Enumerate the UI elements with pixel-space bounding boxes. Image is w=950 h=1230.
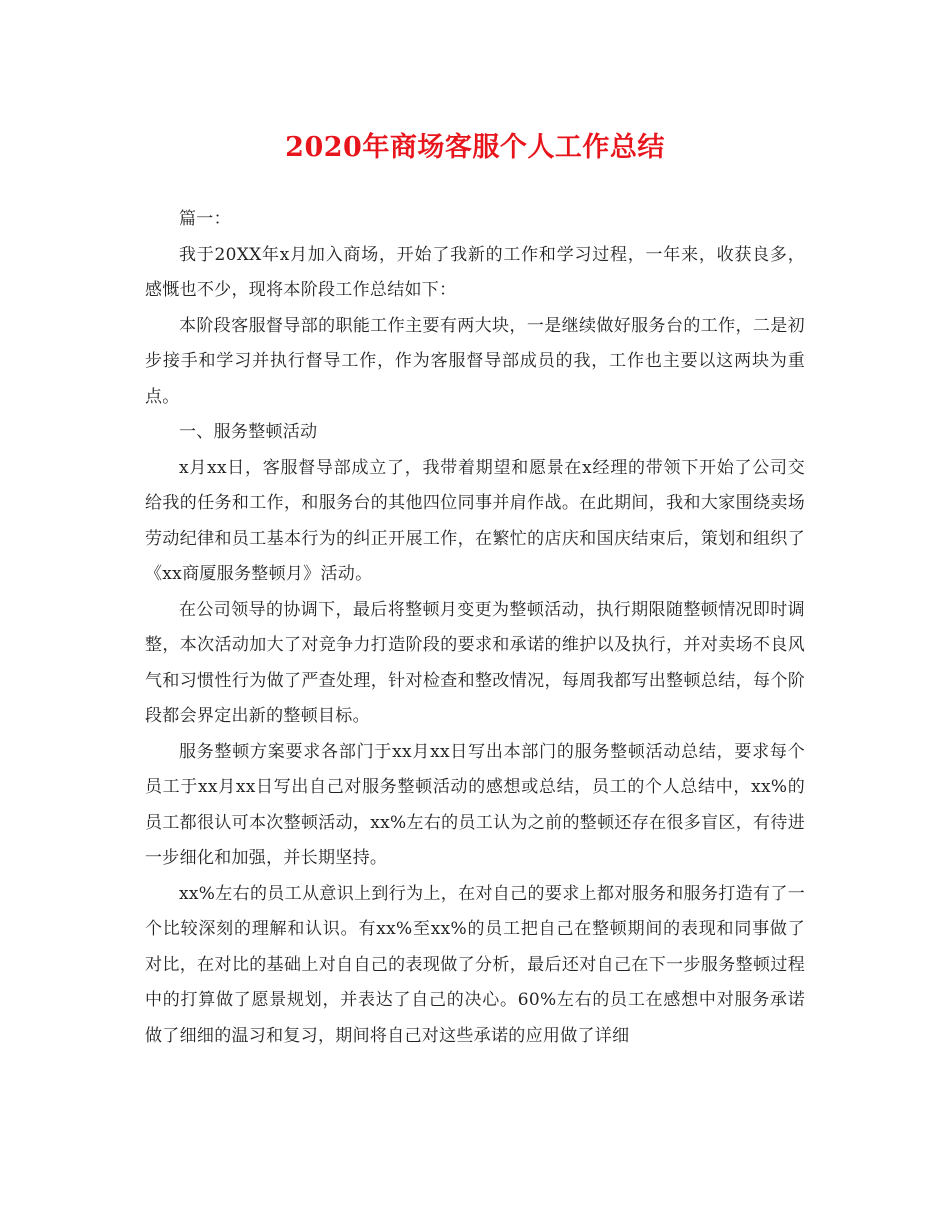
paragraph: x月xx日，客服督导部成立了，我带着期望和愿景在x经理的带领下开始了公司交给我的任务和工作，和服务台的其他四位同事并肩作战。在此期间，我和大家围绕卖场劳动纪律和员工基本行为的纠正开展工作，在繁忙的店庆和国庆结束后，策划和组织了《xx商厦服务整顿月》活动。 bbox=[145, 457, 805, 584]
paragraph: 在公司领导的协调下，最后将整顿月变更为整顿活动，执行期限随整顿情况即时调整，本次活动加大了对竞争力打造阶段的要求和承诺的维护以及执行，并对卖场不良风气和习惯性行为做了严查处理，针对检查和整改情况，每周我都写出整顿总结，每个阶段都会界定出新的整顿目标。 bbox=[145, 599, 805, 726]
section-label: 篇一： bbox=[179, 209, 231, 229]
paragraph: 服务整顿方案要求各部门于xx月xx日写出本部门的服务整顿活动总结，要求每个员工于xx月xx日写出自己对服务整顿活动的感想或总结，员工的个人总结中，xx%的员工都很认可本次整顿活动，xx%左右的员工认为之前的整顿还存在很多盲区，有待进一步细化和加强，并长期坚持。 bbox=[145, 741, 805, 868]
document-title: 2020年商场客服个人工作总结 bbox=[285, 132, 665, 163]
paragraph: xx%左右的员工从意识上到行为上，在对自己的要求上都对服务和服务打造有了一个比较深刻的理解和认识。有xx%至xx%的员工把自己在整顿期间的表现和同事做了对比，在对比的基础上对自自己的表现做了分析，最后还对自己在下一步服务整顿过程中的打算做了愿景规划，并表达了自己的决心。60%左右的员工在感想中对服务承诺做了细细的温习和复习，期间将自己对这些承诺的应用做了详细 bbox=[145, 883, 805, 1046]
document-body bbox=[145, 202, 805, 1054]
section-heading: 一、服务整顿活动 bbox=[179, 422, 318, 442]
paragraph: 本阶段客服督导部的职能工作主要有两大块，一是继续做好服务台的工作，二是初步接手和学习并执行督导工作，作为客服督导部成员的我，工作也主要以这两块为重点。 bbox=[145, 315, 805, 407]
paragraph: 我于20XX年x月加入商场，开始了我新的工作和学习过程，一年来，收获良多，感慨也不少，现将本阶段工作总结如下： bbox=[145, 244, 805, 300]
